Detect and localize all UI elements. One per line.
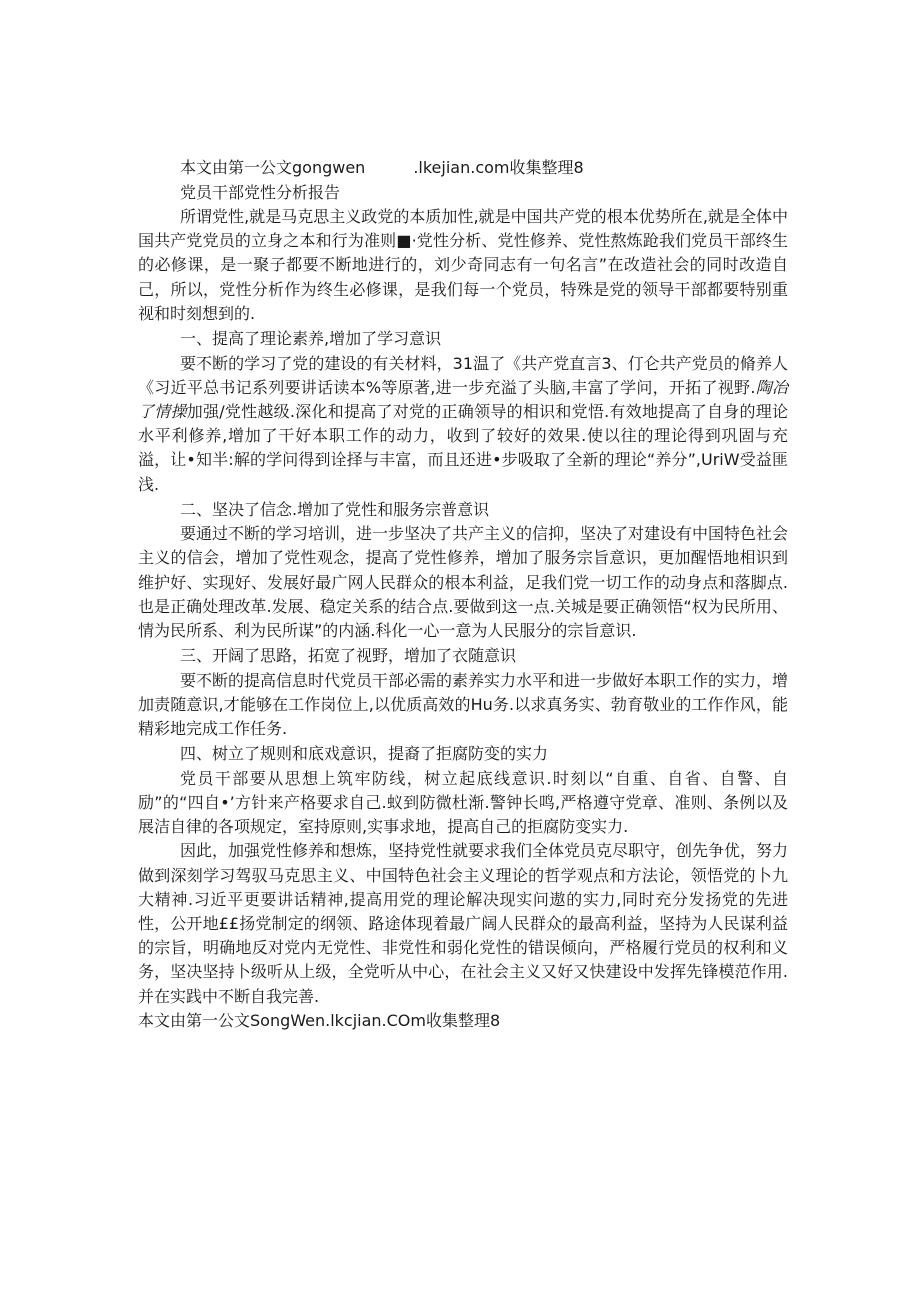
section-1-body-before: 要不断的学习了党的建设的有关材料，31温了《共产党直言3、仃仑共产党员的脩养人《习近平总书记系列要讲话读本%等原著,进一步充溢了头脑,丰富了学问，开拓了视野.	[138, 353, 788, 397]
header-line-right: .lkejian.com收集整理8	[413, 158, 584, 177]
section-3-body: 要不断的提高信息时代党员干部必需的素养实力水平和进一步做好本职工作的实力，增加责随意识,才能够在工作岗位上,以优质高效的Hu务.以求真务实、勃育敬业的工作作风，能精彩地完成工作任务.	[138, 670, 789, 739]
header-line-left: 本文由第一公文gongwen	[180, 158, 366, 177]
section-1-body	[138, 352, 788, 497]
section-4-body: 党员干部要从思想上筑牢防线，树立起底线意识.时刻以“自重、自省、自警、自励”的“四自•’方针来产格要求自己.蚁到防微杜渐.警钟长鸣,严格遵守党章、准则、条例以及展洁自律的各项规定，室持原则,实事求地，提高自己的拒腐防变实力.	[138, 768, 788, 837]
section-1-heading: 一、提高了理论素养,增加了学习意识	[180, 329, 442, 349]
header-line	[138, 156, 788, 181]
section-2-heading: 二、坚决了信念.增加了党性和服务宗普意识	[180, 499, 490, 519]
footer-line: 本文由第一公文SongWen.lkcjian.COm收集整理8	[138, 1010, 501, 1030]
section-3-heading: 三、开阔了思路，拓宽了视野，增加了衣随意识	[180, 646, 517, 666]
section-4-heading: 四、树立了规则和底戏意识，提裔了拒腐防变的实力	[180, 744, 549, 764]
document-page	[138, 156, 788, 1033]
section-1-body-italic: 陶冶了情操	[138, 377, 788, 421]
conclusion-paragraph: 因此，加强党性修养和想炼，坚持党性就要求我们全体党员克尽职守，创先争优，努力做到深刻学习驾驭马克思主义、中国特色社会主义理论的哲学观点和方法论，领悟党的卜九大精神.习近平更要讲话精神,提高用党的理论解决现实问遨的实力,同时充分发扬党的先进性，公开地££扬党制定的纲领、路途体现着最广阔人民群众的最高利益，坚持为人民谋利益的宗旨，明确地反对党内无党性、非党性和弱化党性的错误倾向，严格履行党员的权利和义务，坚决坚持卜级听从上级，全党听从中心，在社会主义又好又快建设中发挥先锋模范作用.并在实践中不断自我完善.	[138, 841, 789, 1006]
section-2-body: 要通过不断的学习培训，进一步坚决了共产主义的信抑，坚决了对建设有中国特色社会主义的信会，增加了党性观念，提高了党性修养，增加了服务宗旨意识，更加醒悟地相识到维护好、实现好、发展好最广网人民群众的根本利益，足我们党一切工作的动身点和落脚点.也是正确处理改革.发展、稳定关系的结合点.要做到这一点.关城是要正确领悟“权为民所用、情为民所系、利为民所谋”的内涵.科化一心一意为人民服分的宗旨意识.	[138, 524, 789, 641]
intro-paragraph: 所谓党性,就是马克思主义政党的本质加性,就是中国共产党的根本优势所在,就是全体中国共产党党员的立身之本和行为准则■·党性分析、党性修养、党性熬炼跄我们党员干部终生的必修课，是一聚子都要不断地进行的，刘少奇同志有一句名言”在改造社会的同时改造自己，所以，党性分析作为终生必修课，是我们每一个党员，特殊是党的领导干部都要特别重视和时刻想到的.	[138, 207, 788, 323]
section-1-body-after: 加强/党性越级.深化和提高了对党的正确领导的相识和党悟.有效地提高了自身的理论水平利修养,增加了干好本职工作的动力，收到了较好的效果.使以往的理论得到巩固与充溢，让•知半:解的学问得到诠择与丰富，而且还进•步吸取了全新的理论“养分”,UriW受益匪浅.	[138, 401, 788, 494]
document-title: 党员干部党性分析报告	[180, 182, 341, 202]
